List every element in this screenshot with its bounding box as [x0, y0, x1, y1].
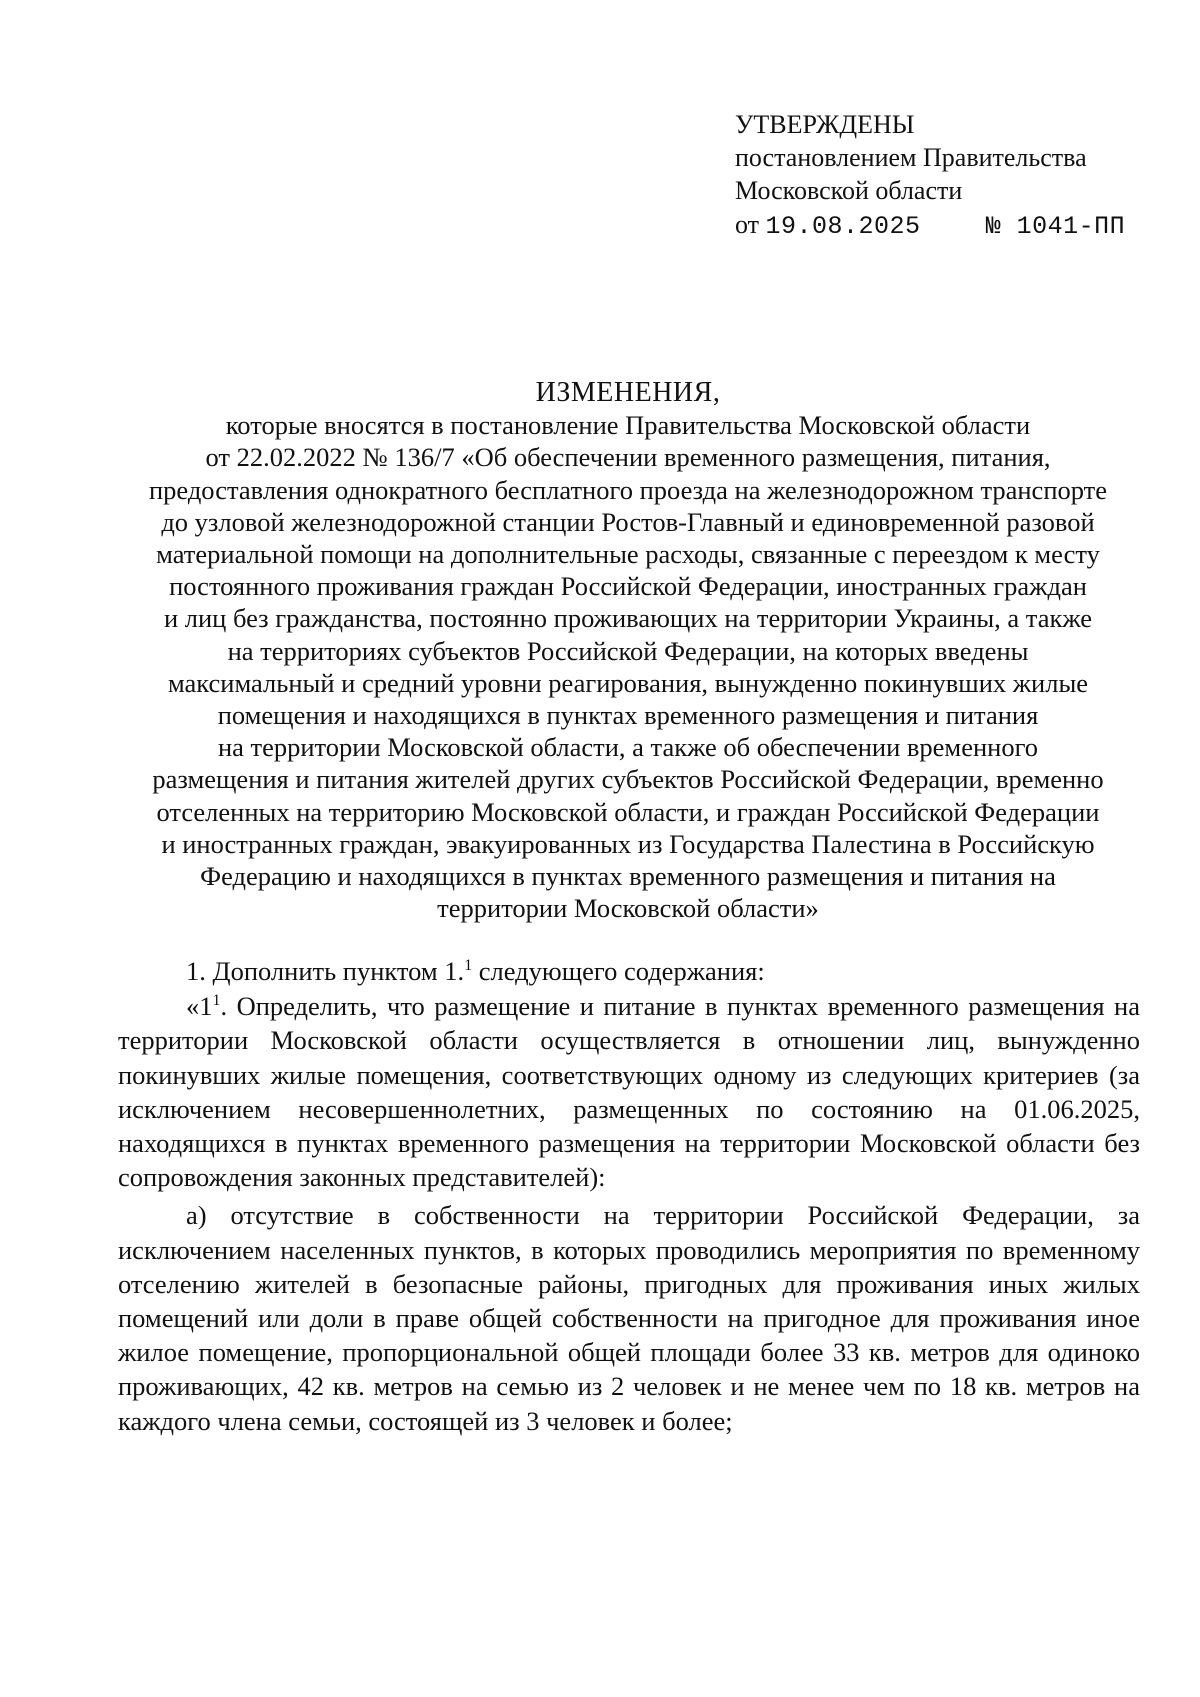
- paragraph-1: [118, 954, 1140, 988]
- paragraph-1-1-open: «1: [186, 991, 213, 1022]
- approval-stamp: [735, 108, 1155, 243]
- approval-region: Московской области: [735, 176, 963, 205]
- heading-line: материальной помощи на дополнительные расходы, связанные с переездом к месту: [156, 539, 1100, 570]
- heading-line: которые вносятся в постановление Правительства Московской области: [225, 410, 1031, 441]
- heading-line: от 22.02.2022 № 136/7 «Об обеспечении временного размещения, питания,: [205, 442, 1051, 473]
- document-heading: [118, 377, 1138, 924]
- approval-label: УТВЕРЖДЕНЫ: [735, 110, 915, 139]
- approval-date: 19.08.2025: [765, 212, 921, 241]
- heading-line: Федерацию и находящихся в пунктах временного размещения и питания на: [200, 861, 1056, 892]
- heading-line: размещения и питания жителей других субъектов Российской Федерации, временно: [152, 764, 1104, 795]
- approval-date-prefix: от: [735, 210, 760, 239]
- paragraph-1-1: [118, 989, 1140, 1194]
- approval-date-row: [735, 208, 1155, 243]
- heading-line: на территории Московской области, а также об обеспечении временного: [217, 732, 1039, 763]
- heading-line: постоянного проживания граждан Российской Федерации, иностранных граждан: [169, 571, 1087, 602]
- heading-line: на территориях субъектов Российской Федерации, на которых введены: [227, 635, 1029, 666]
- document-body: [118, 954, 1140, 1438]
- approval-authority: постановлением Правительства: [735, 143, 1087, 172]
- heading-line: и иностранных граждан, эвакуированных из Государства Палестина в Российскую: [161, 828, 1095, 859]
- paragraph-1-1-text: . Определить, что размещение и питание в пунктах временного размещения на территории Московской области осуществляется в отношении лиц, вынужденно покинувших жилые помещения, соответствующих одному из следующих критериев (за исключением несовершеннолетних, размещенных по состоянию на 01.06.2025, находящихся в пунктах временного размещения на территории Московской области без сопровождения законных представителей):: [118, 991, 1140, 1193]
- paragraph-1-text: 1. Дополнить пунктом 1.: [186, 956, 465, 986]
- heading-line: до узловой железнодорожной станции Ростов-Главный и единовременной разовой: [161, 506, 1095, 537]
- heading-line: отселенных на территорию Московской области, и граждан Российской Федерации: [156, 796, 1100, 827]
- paragraph-1-superscript: 1: [464, 957, 473, 975]
- paragraph-1-1-superscript: 1: [212, 992, 221, 1010]
- paragraph-1-text-end: следующего содержания:: [472, 956, 765, 986]
- heading-line: предоставления однократного бесплатного проезда на железнодорожном транспорте: [148, 474, 1107, 505]
- heading-line: и лиц без гражданства, постоянно проживающих на территории Украины, а также: [163, 603, 1093, 634]
- heading-line: помещения и находящихся в пунктах временного размещения и питания: [217, 700, 1039, 731]
- heading-line: максимальный и средний уровни реагирования, вынужденно покинувших жилые: [167, 667, 1089, 698]
- heading-line: территории Московской области»: [437, 893, 819, 924]
- document-title: ИЗМЕНЕНИЯ,: [535, 377, 721, 408]
- item-a: а) отсутствие в собственности на территории Российской Федерации, за исключением населенных пунктов, в которых проводились мероприятия по временному отселению жителей в безопасные районы, пригодных для проживания иных жилых помещений или доли в праве общей собственности на пригодное для проживания иное жилое помещение, пропорциональной общей площади более 33 кв. метров для одиноко проживающих, 42 кв. метров на семью из 2 человек и не менее чем по 18 кв. метров на каждого члена семьи, состоящей из 3 человек и более;: [118, 1200, 1140, 1436]
- approval-number: № 1041-ПП: [985, 212, 1126, 241]
